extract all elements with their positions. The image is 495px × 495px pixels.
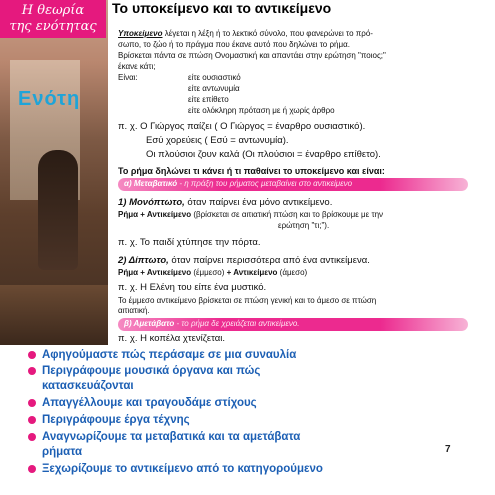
intransitive-desc: - το ρήμα δε χρειάζεται αντικείμενο. [174,319,300,328]
diptoto-note-1: Το έμμεσο αντικείμενο βρίσκεται σε πτώση γενική και το άμεσο σε πτώση [118,296,377,305]
diptoto-line [118,255,370,267]
objective-text-5: Αναγνωρίζουμε τα μεταβατικά και τα αμετάβατα [42,431,301,443]
monoptoto-title: 1) Μονόπτωτο, [118,197,185,208]
verb-intro: Το ρήμα δηλώνει τι κάνει ή τι παθαίνει το υποκείμενο και είναι: [118,166,385,176]
example-3: π. χ. Η Ελένη του είπε ένα μυστικό. [118,282,267,293]
objective-text-6: Ξεχωρίζουμε το αντικείμενο από το κατηγορούμενο [42,463,323,475]
content-panel [108,0,480,345]
objective-text-3: Απαγγέλλουμε και τραγουδάμε στίχους [42,397,257,409]
definition-line-3: Βρίσκεται πάντα σε πτώση Ονομαστική και απαντάει στην ερώτηση "ποιος;" [118,51,386,60]
objective-item-4 [28,413,190,428]
definition-text-1: λέγεται η λέξη ή το λεκτικό σύνολο, που φανερώνει το πρό- [162,29,373,38]
diptoto-desc: όταν παίρνει περισσότερα από ένα αντικείμενα. [168,255,370,266]
diptoto-formula-c: + Αντικείμενο [226,268,278,277]
diptoto-title: 2) Δίπτωτο, [118,255,169,266]
definition-line-2: σωπο, το ζώο ή το πράγμα που έκανε αυτό που δηλώνει το ρήμα. [118,40,350,49]
bullet-icon [28,367,36,375]
intransitive-banner-text [124,319,300,330]
painting-illustration [0,0,110,345]
objective-item-2-continuation: κατασκευάζονται [42,380,134,392]
intransitive-banner [118,318,468,331]
transitive-desc: - η πράξη του ρήματος μεταβαίνει στο αντικείμενο [177,179,353,188]
is-item-4: είτε ολόκληρη πρόταση με ή χωρίς άρθρο [188,106,335,115]
intransitive-term: β) Αμετάβατο [124,319,175,328]
diptoto-formula-b: (έμμεσο) [191,268,227,277]
objective-text-4: Περιγράφουμε έργα τέχνης [42,414,190,426]
transitive-banner [118,178,468,191]
transitive-term: α) Μεταβατικό [124,179,178,188]
theory-label-line1: Η θεωρία [21,3,85,18]
monoptoto-note-1: (βρίσκεται σε αιτιατική πτώση και το βρίσκουμε με την [191,210,384,219]
definition-line-1 [118,29,373,40]
is-label: Είναι: [118,73,138,82]
diptoto-note-2: αιτιατική. [118,306,150,315]
example-1-line-2: Εσύ χορεύεις ( Εσύ = αντωνυμία). [146,135,289,146]
bullet-icon [28,433,36,441]
definition-term: Υποκείμενο [118,29,163,38]
bullet-icon [28,399,36,407]
monoptoto-note-2: ερώτηση "τι;"). [278,221,330,230]
monoptoto-desc: όταν παίρνει ένα μόνο αντικείμενο. [184,197,333,208]
unit-label: Ενότη [18,88,81,110]
is-item-3: είτε επίθετο [188,95,229,104]
monoptoto-line [118,197,332,209]
monoptoto-formula: Ρήμα + Αντικείμενο [118,210,192,219]
example-1-line-3: Οι πλούσιοι ζουν καλά (Οι πλούσιοι = έναρθρο επίθετο). [146,149,381,160]
objective-item-3 [28,396,257,411]
example-4: π. χ. Η κοπέλα χτενίζεται. [118,333,226,344]
theory-label [0,0,106,38]
definition-line-4: έκανε κάτι; [118,62,156,71]
objective-item-1 [28,348,296,363]
transitive-banner-text [124,179,352,190]
painting-floor [0,285,110,345]
section-title: Το υποκείμενο και το αντικείμενο [112,0,332,16]
diptoto-formula-a: Ρήμα + Αντικείμενο [118,268,192,277]
bullet-icon [28,351,36,359]
diptoto-formula-line [118,268,307,279]
page-number: 7 [445,444,451,455]
painting-figure [38,150,78,270]
diptoto-formula-d: (άμεσο) [277,268,308,277]
objective-text-2: Περιγράφουμε μουσικά όργανα και πώς [42,365,261,377]
bullet-icon [28,416,36,424]
objective-item-5-continuation: ρήματα [42,446,83,458]
objective-text-1: Αφηγούμαστε πώς περάσαμε σε μια συναυλία [42,349,297,361]
is-item-1: είτε ουσιαστικό [188,73,241,82]
objective-item-2 [28,364,260,379]
example-1-line-1: π. χ. Ο Γιώργος παίζει ( Ο Γιώργος = έναρθρο ουσιαστικό). [118,121,366,132]
objective-item-6 [28,462,323,477]
example-2: π. χ. Το παιδί χτύπησε την πόρτα. [118,237,261,248]
monoptoto-formula-line [118,210,383,221]
objective-item-5 [28,430,300,445]
bullet-icon [28,465,36,473]
is-item-2: είτε αντωνυμία [188,84,240,93]
theory-label-line2: της ενότητας [9,19,97,34]
